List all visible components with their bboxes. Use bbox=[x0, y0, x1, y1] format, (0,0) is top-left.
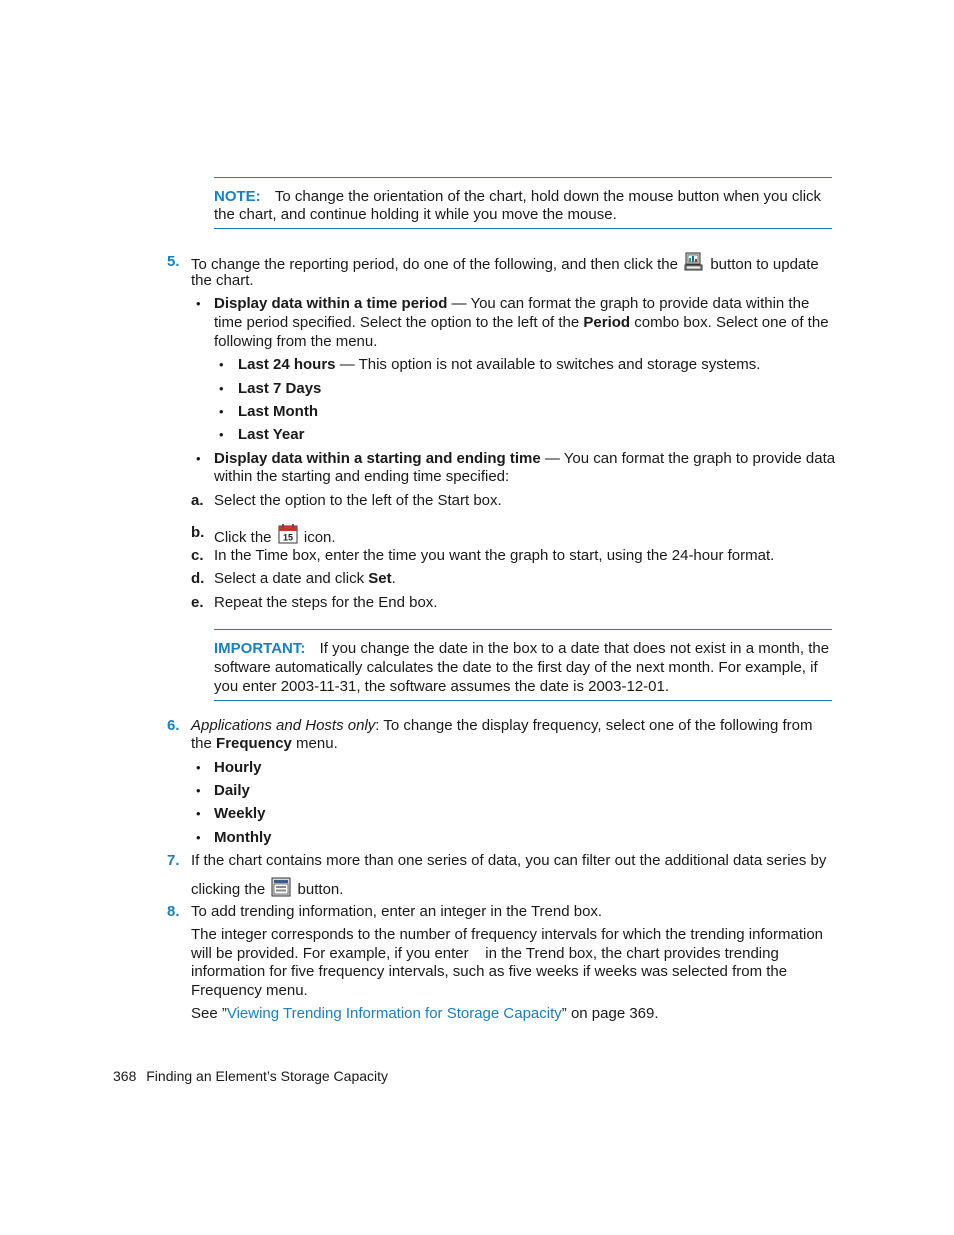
important-label: IMPORTANT: bbox=[214, 640, 306, 657]
substep-d-line bbox=[214, 569, 396, 588]
step-5-number: 5. bbox=[167, 253, 180, 270]
bullet-option-2: • bbox=[196, 451, 201, 466]
frequency-item-1: Hourly bbox=[214, 759, 262, 776]
footer-title: Finding an Element’s Storage Capacity bbox=[146, 1068, 389, 1084]
series-filter-icon bbox=[271, 877, 291, 902]
step-7-text-2b: button. bbox=[297, 881, 344, 898]
option-1-title: Display data within a time period bbox=[214, 295, 448, 312]
step-6-text-1: : To change the display frequency, select one of the following from bbox=[375, 717, 813, 734]
trending-info-link[interactable]: Viewing Trending Information for Storage Capacity bbox=[226, 1005, 562, 1022]
period-1-label: Last 24 hours bbox=[238, 356, 336, 373]
substep-d-letter: d. bbox=[191, 570, 205, 587]
step-6-line-2 bbox=[191, 734, 338, 753]
step-8-para-1: The integer corresponds to the number of frequency intervals for which the trending information bbox=[191, 926, 824, 943]
step-5-text-b: button to update bbox=[710, 256, 819, 273]
substep-a-text: Select the option to the left of the Start box. bbox=[214, 492, 502, 509]
step-5-line-1 bbox=[191, 252, 819, 277]
note-text-1: To change the orientation of the chart, hold down the mouse button when you click bbox=[274, 188, 822, 205]
substep-b-post: icon. bbox=[303, 529, 336, 546]
period-item-2: Last 7 Days bbox=[238, 380, 322, 397]
bullet-period-3: • bbox=[219, 404, 224, 419]
option-1-line-1 bbox=[214, 294, 809, 313]
bullet-period-1: • bbox=[219, 357, 224, 372]
substep-e-text: Repeat the steps for the End box. bbox=[214, 594, 438, 611]
note-label: NOTE: bbox=[214, 188, 261, 205]
period-1-text: — This option is not available to switches and storage systems. bbox=[335, 356, 761, 373]
step-8-line-1: To add trending information, enter an integer in the Trend box. bbox=[191, 903, 603, 920]
option-2-line-1 bbox=[214, 449, 835, 468]
set-label: Set bbox=[368, 570, 392, 587]
option-2-line-2: within the starting and ending time specified: bbox=[214, 468, 510, 485]
important-top-rule bbox=[214, 629, 832, 630]
note-line-2: the chart, and continue holding it while you move the mouse. bbox=[214, 206, 617, 223]
option-1-text-2a: time period specified. Select the option to the left of the bbox=[214, 314, 584, 331]
bullet-frequency-1: • bbox=[196, 760, 201, 775]
substep-e-letter: e. bbox=[191, 594, 204, 611]
important-line-1 bbox=[214, 639, 829, 658]
substep-d-post: . bbox=[391, 570, 396, 587]
important-bottom-rule bbox=[214, 700, 832, 701]
page-number: 368 bbox=[113, 1068, 137, 1084]
note-line-1 bbox=[214, 187, 821, 206]
frequency-item-3: Weekly bbox=[214, 805, 266, 822]
important-text-1: If you change the date in the box to a date that does not exist in a month, the bbox=[319, 640, 830, 657]
step-7-line-1: If the chart contains more than one series of data, you can filter out the additional data series by bbox=[191, 852, 827, 869]
option-1-line-2 bbox=[214, 313, 829, 332]
frequency-item-4: Monthly bbox=[214, 829, 272, 846]
substep-c-text: In the Time box, enter the time you want the graph to start, using the 24-hour format. bbox=[214, 547, 775, 564]
step-8-para-2: will be provided. For example, if you enter in the Trend box, the chart provides trending bbox=[191, 945, 779, 962]
substep-b-letter: b. bbox=[191, 524, 205, 541]
note-bottom-rule bbox=[214, 228, 832, 229]
bullet-frequency-3: • bbox=[196, 806, 201, 821]
option-2-text-1: — You can format the graph to provide data bbox=[540, 450, 836, 467]
step-6-number: 6. bbox=[167, 717, 180, 734]
step-6-scope: Applications and Hosts only bbox=[191, 717, 376, 734]
option-1-text-2b: combo box. Select one of the bbox=[630, 314, 829, 331]
calendar-number: 15 bbox=[282, 532, 293, 543]
step-7-line-2 bbox=[191, 877, 343, 902]
see-suffix: ” on page 369. bbox=[561, 1005, 659, 1022]
important-line-2: software automatically calculates the date to the first day of the next month. For example, if bbox=[214, 659, 818, 676]
substep-b-pre: Click the bbox=[214, 529, 272, 546]
step-8-see-line bbox=[191, 1004, 659, 1023]
step-5-line-2: the chart. bbox=[191, 272, 254, 289]
substep-c-letter: c. bbox=[191, 547, 204, 564]
bullet-frequency-2: • bbox=[196, 783, 201, 798]
step-8-para-4: Frequency menu. bbox=[191, 982, 308, 999]
bullet-frequency-4: • bbox=[196, 830, 201, 845]
option-1-text-1: — You can format the graph to provide data within the bbox=[447, 295, 810, 312]
bullet-period-2: • bbox=[219, 381, 224, 396]
see-prefix: See ” bbox=[191, 1005, 227, 1022]
step-8-para-3: information for five frequency intervals, such as five weeks if weeks was selected from the bbox=[191, 963, 788, 980]
frequency-menu-label: Frequency bbox=[216, 735, 292, 752]
page-footer bbox=[113, 1067, 388, 1086]
step-7-number: 7. bbox=[167, 852, 180, 869]
substep-d-pre: Select a date and click bbox=[214, 570, 369, 587]
option-1-line-3: following from the menu. bbox=[214, 333, 378, 350]
bullet-period-4: • bbox=[219, 427, 224, 442]
period-combo-label: Period bbox=[583, 314, 631, 331]
substep-a-letter: a. bbox=[191, 492, 204, 509]
step-5-text-a: To change the reporting period, do one of the following, and then click the bbox=[191, 256, 678, 273]
important-line-3: you enter 2003-11-31, the software assumes the date is 2003-12-01. bbox=[214, 678, 670, 695]
period-item-4: Last Year bbox=[238, 426, 305, 443]
period-item-3: Last Month bbox=[238, 403, 318, 420]
step-8-number: 8. bbox=[167, 903, 180, 920]
frequency-item-2: Daily bbox=[214, 782, 250, 799]
bullet-option-1: • bbox=[196, 296, 201, 311]
refresh-chart-icon bbox=[684, 252, 704, 277]
step-6-text-2b: menu. bbox=[291, 735, 338, 752]
step-6-line-1 bbox=[191, 716, 813, 735]
period-item-1 bbox=[238, 355, 760, 374]
step-6-text-2a: the bbox=[191, 735, 217, 752]
option-2-title: Display data within a starting and ending time bbox=[214, 450, 541, 467]
step-7-text-2a: clicking the bbox=[191, 881, 266, 898]
note-top-rule bbox=[214, 177, 832, 178]
